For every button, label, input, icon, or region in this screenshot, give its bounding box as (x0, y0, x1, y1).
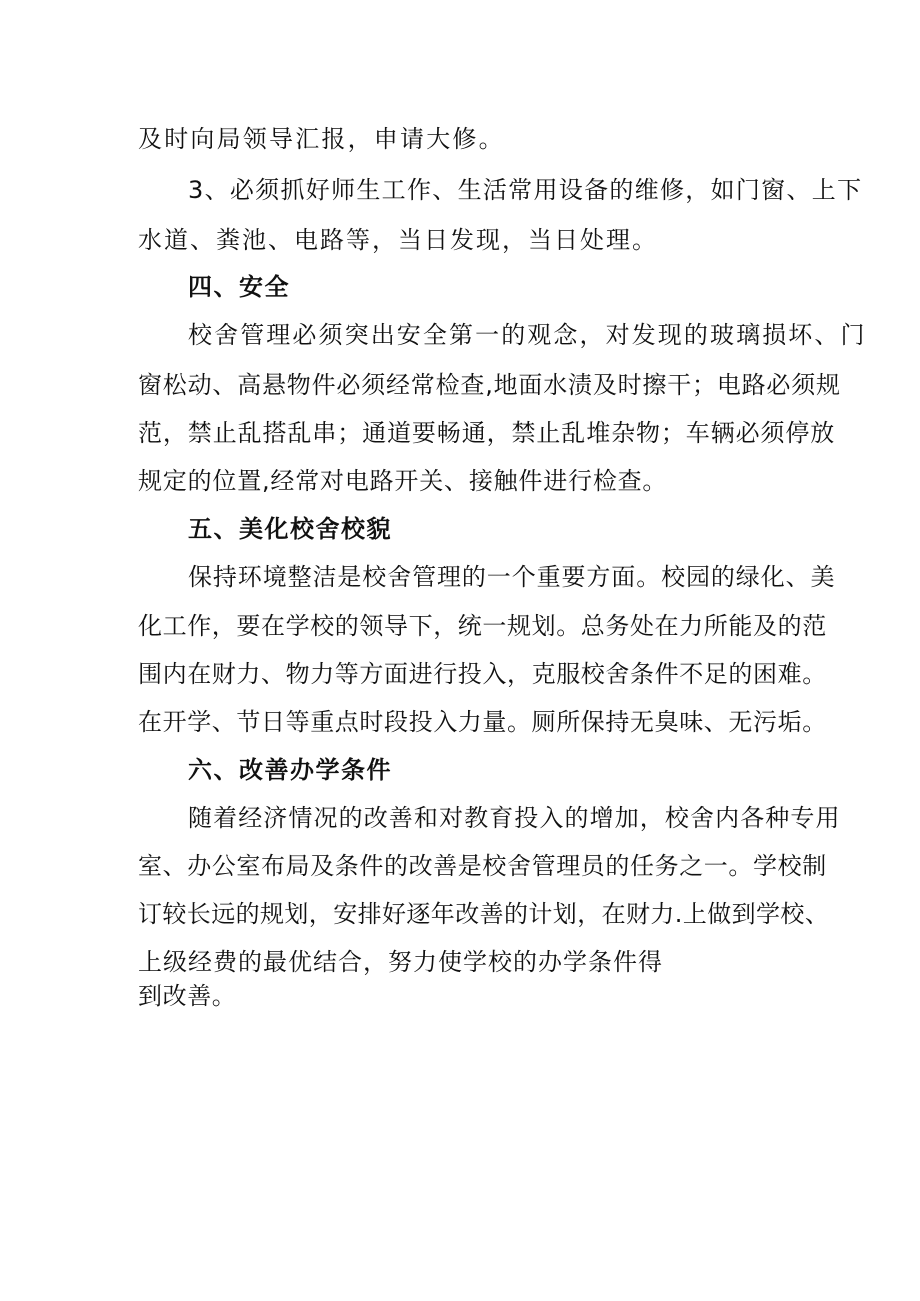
body-line: 范，禁止乱搭乱串；通道要畅通，禁止乱堆杂物；车辆必须停放 (138, 419, 836, 447)
body-line: 上级经费的最优结合，努力使学校的办学条件得 (138, 948, 663, 976)
body-line: 化工作，要在学校的领导下，统一规划。总务处在力所能及的范 (138, 612, 827, 640)
body-line: 到改善。 (138, 982, 237, 1010)
body-line: 在开学、节日等重点时段投入力量。厕所保持无臭味、无污垢。 (138, 708, 827, 736)
section-heading: 五、美化校舍校貌 (188, 515, 392, 543)
body-line: 规定的位置,经常对电路开关、接触件进行检查。 (138, 467, 668, 495)
body-line: 订较长远的规划，安排好逐年改善的计划，在财力.上做到学校、 (138, 900, 830, 928)
body-line: 窗松动、高悬物件必须经常检查,地面水渍及时擦干；电路必须规 (138, 371, 841, 399)
body-line: 随着经济情况的改善和对教育投入的增加，校舍内各种专用 (188, 804, 841, 832)
section-heading: 六、改善办学条件 (188, 756, 392, 784)
body-line: 围内在财力、物力等方面进行投入，克服校舍条件不足的困难。 (138, 660, 827, 688)
body-line: 及时向局领导汇报，申请大修。 (138, 125, 505, 153)
body-line: 3、必须抓好师生工作、生活常用设备的维修，如门窗、上下 (188, 176, 863, 204)
body-line: 水道、粪池、电路等，当日发现，当日处理。 (138, 226, 658, 254)
section-heading: 四、安全 (188, 273, 290, 301)
body-line: 保持环境整洁是校舍管理的一个重要方面。校园的绿化、美 (188, 563, 836, 591)
body-line: 室、办公室布局及条件的改善是校舍管理员的任务之一。学校制 (138, 852, 827, 880)
body-line: 校舍管理必须突出安全第一的观念，对发现的玻璃损坏、门 (188, 321, 867, 349)
